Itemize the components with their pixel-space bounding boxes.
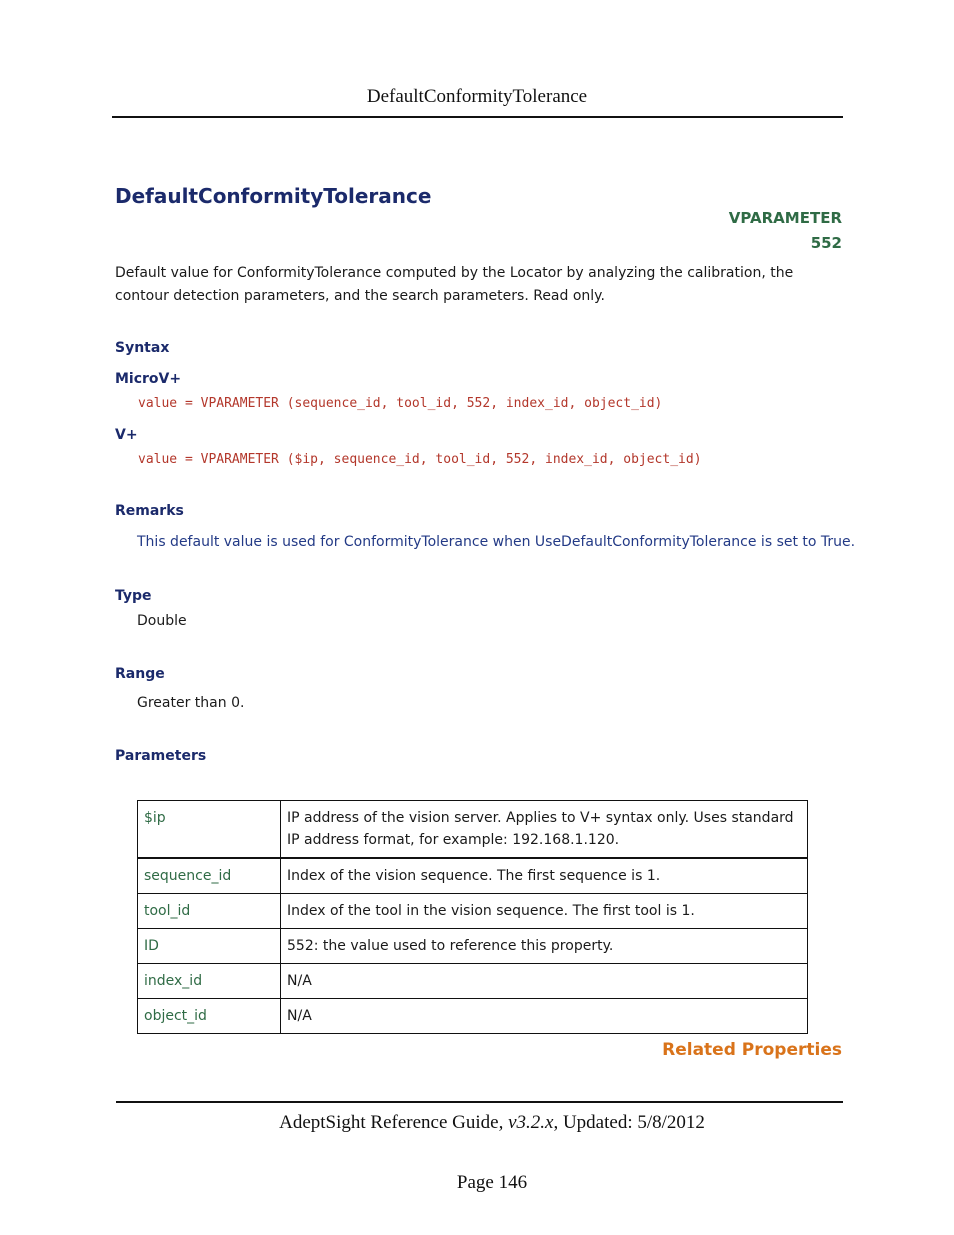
- param-description: 552: the value used to reference this property.: [281, 929, 808, 964]
- type-value: Double: [137, 613, 187, 629]
- remarks-text: This default value is used for ConformityTolerance when UseDefaultConformityTolerance is set to True.: [137, 534, 856, 550]
- footer-guide-name: AdeptSight Reference Guide: [279, 1112, 499, 1133]
- param-description: IP address of the vision server. Applies to V+ syntax only. Uses standard IP address format, for example: 192.168.1.120.: [281, 801, 808, 859]
- footer-divider: [116, 1101, 843, 1103]
- parameters-heading: Parameters: [115, 748, 207, 764]
- param-description: Index of the vision sequence. The first sequence is 1.: [281, 858, 808, 894]
- param-name[interactable]: index_id: [138, 964, 281, 999]
- table-row: [138, 801, 808, 859]
- param-name[interactable]: $ip: [138, 801, 281, 859]
- microv-label: MicroV+: [115, 371, 182, 387]
- property-number: 552: [810, 234, 842, 252]
- parameters-table: [137, 800, 808, 1034]
- footer-version: , v3.2.x: [498, 1112, 554, 1133]
- microv-code: value = VPARAMETER (sequence_id, tool_id, 552, index_id, object_id): [138, 396, 663, 411]
- vplus-label: V+: [115, 427, 138, 443]
- range-heading: Range: [115, 666, 165, 682]
- type-heading: Type: [115, 588, 152, 604]
- param-name[interactable]: ID: [138, 929, 281, 964]
- param-name[interactable]: tool_id: [138, 894, 281, 929]
- running-header: DefaultConformityTolerance: [366, 86, 588, 107]
- property-kind: VPARAMETER: [728, 209, 842, 227]
- table-row: [138, 999, 808, 1034]
- footer-updated: , Updated: 5/8/2012: [553, 1112, 705, 1133]
- param-name[interactable]: object_id: [138, 999, 281, 1034]
- table-row: [138, 964, 808, 999]
- remarks-heading: Remarks: [115, 503, 184, 519]
- page-title: DefaultConformityTolerance: [115, 184, 432, 208]
- page-number: Page 146: [456, 1172, 528, 1193]
- table-row: [138, 929, 808, 964]
- range-value: Greater than 0.: [137, 695, 245, 711]
- param-description: N/A: [281, 999, 808, 1034]
- header-divider: [112, 116, 843, 118]
- table-row: [138, 894, 808, 929]
- footer-citation: [0, 1112, 954, 1134]
- param-description: N/A: [281, 964, 808, 999]
- related-properties-link[interactable]: Related Properties: [662, 1040, 842, 1060]
- vplus-code: value = VPARAMETER ($ip, sequence_id, tool_id, 552, index_id, object_id): [138, 452, 702, 467]
- param-name[interactable]: sequence_id: [138, 858, 281, 894]
- param-description: Index of the tool in the vision sequence. The first tool is 1.: [281, 894, 808, 929]
- table-row: [138, 858, 808, 894]
- syntax-heading: Syntax: [115, 340, 170, 356]
- description: Default value for ConformityTolerance computed by the Locator by analyzing the calibration, the contour detection parameters, and the search parameters. Read only.: [115, 265, 794, 304]
